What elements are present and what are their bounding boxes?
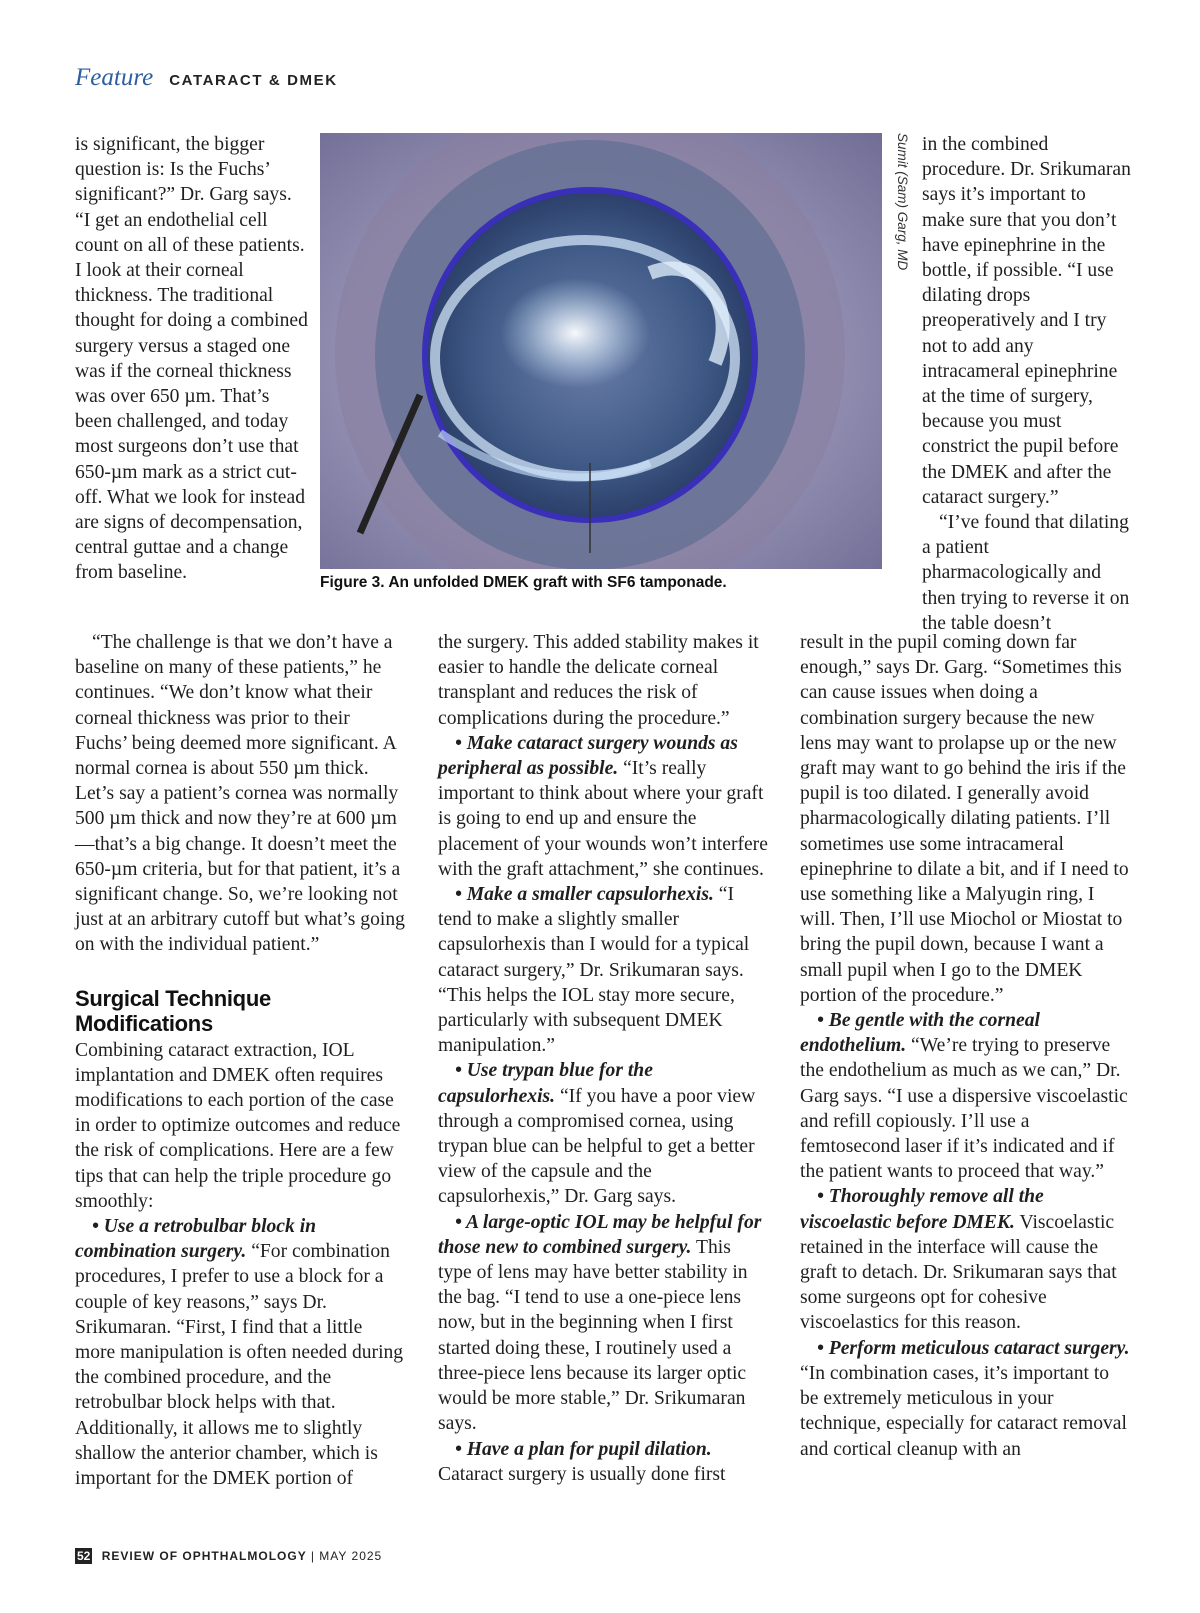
page-footer [75,1548,382,1564]
tip-paragraph [438,882,768,1058]
tip-lead: • Have a plan for pupil dilation. [455,1438,712,1460]
paragraph: Combining cataract extraction, IOL implantation and DMEK often requires modifications to each portion of the case in order to optimize outcomes and reduce the risk of complications. Here are a few tips that can help the triple procedure go smoothly: [75,1039,401,1212]
paragraph: result in the pupil coming down far enough,” says Dr. Garg. “Sometimes this can cause issues when doing a combination surgery because the new lens may want to prolapse up or the new graft may want to go behind the iris if the pupil is too dilated. I generally avoid pharmacologically dilating patients. I’ll sometimes use some intracameral epinephrine to dilate a bit, and if I need to use something like a Malyugin ring, I will. Then, I’ll use Miochol or Miostat to bring the pupil down, because I want a small pupil when I go to the DMEK portion of the procedure.” [800,632,1129,1006]
tip-paragraph [75,1214,405,1491]
figure-photo [320,133,882,569]
tip-paragraph [800,1336,1130,1462]
tip-text: “If you have a poor view through a compromised cornea, using trypan blue can be helpful to get a better view of the capsule and the capsulorhexis,” Dr. Garg says. [438,1085,756,1208]
tip-paragraph [800,1008,1130,1184]
tip-text: Cataract surgery is usually done first [438,1463,726,1485]
publication-name: REVIEW OF OPHTHALMOLOGY [101,1549,307,1563]
paragraph: the surgery. This added stability makes it easier to handle the delicate corneal transplant and reduces the risk of complications during the procedure.” [438,632,759,729]
tip-text: “We’re trying to preserve the endothelium as much as we can,” Dr. Garg says. “I use a dispersive viscoelastic and refill copiously. I’ll use a femtosecond laser if it’s indicated and if the patient wants to proceed that way.” [800,1035,1128,1183]
tip-lead: • Perform meticulous cataract surgery. [817,1337,1130,1359]
column-3 [800,630,1130,1462]
figure-caption: Figure 3. An unfolded DMEK graft with SF6 tamponade. [320,574,727,591]
column-2 [438,630,768,1487]
page-header [75,64,338,104]
tip-text: “For combination procedures, I prefer to use a block for a couple of key reasons,” says Dr. Srikumaran. “First, I find that a little more manipulation is often needed during the combined procedure, and the retrobulbar block helps with that. Additionally, it allows me to slightly shallow the anterior chamber, which is important for the DMEK portion of [75,1241,404,1490]
paragraph: in the combined procedure. Dr. Srikumaran says it’s important to make sure that you don’t have epinephrine in the bottle, if possible. “I use dilating drops preoperatively and I try not to add any intracameral epinephrine at the time of surgery, because you must constrict the pupil before the DMEK and after the cataract surgery.” [922,134,1131,508]
tip-lead: • Be gentle with the corneal endothelium. [800,1010,1040,1057]
tip-paragraph [438,1437,768,1487]
column-3-upper [922,132,1132,636]
tip-lead: • Make a smaller capsulorhexis. [455,884,714,906]
issue-date: MAY 2025 [319,1549,383,1563]
tip-lead: • Make cataract surgery wounds as peripheral as possible. [438,732,738,780]
paragraph: is significant, the bigger question is: Is the Fuchs’ significant?” Dr. Garg says. “I get an endothelial cell count on all of these patients. I look at their corneal thickness. The traditional thought for doing a combined surgery versus a staged one was if the corneal thickness was over 650 µm. That’s been challenged, and today most surgeons don’t use that 650-µm mark as a strict cut-off. What we look for instead are signs of decompensation, central guttae and a change from baseline. [75,134,308,584]
tip-text: “It’s really important to think about where your graft is going to end up and ensure the placement of your wounds won’t interfere with the graft attachment,” she continues. [438,758,768,880]
intro-paragraph [75,132,310,586]
tip-lead: • Use a retrobulbar block in combination surgery. [75,1216,317,1263]
section-label: CATARACT & DMEK [169,72,338,89]
section-heading: Surgical Technique Modifications [75,985,271,1036]
paragraph: “The challenge is that we don’t have a baseline on many of these patients,” he continues. “We don’t know what their corneal thickness was prior to their Fuchs’ being deemed more significant. A normal cornea is about 550 µm thick. Let’s say a patient’s cornea was normally 500 µm thick and now they’re at 600 µm—that’s a big change. It doesn’t meet the 650-µm criteria, but for that patient, it’s a significant change. So, we’re looking not just at an arbitrary cutoff but what’s going on with the individual patient.” [75,632,405,956]
tip-paragraph [438,731,768,882]
tip-lead: • A large-optic IOL may be helpful for those new to combined surgery. [438,1211,762,1258]
tip-paragraph [800,1184,1130,1335]
paragraph: “I’ve found that dilating a patient pharmacologically and then trying to reverse it on the table doesn’t [922,512,1130,634]
eye-surgery-image [320,133,882,569]
photo-credit [895,133,913,283]
column-1 [75,630,405,1491]
tip-text: This type of lens may have better stability in the bag. “I tend to use a one-piece lens now, but in the beginning when I first started doing these, I routinely used a three-piece lens because its larger optic would be more stable,” Dr. Srikumaran says. [438,1236,748,1435]
tip-lead: • Use trypan blue for the capsulorhexis. [438,1060,653,1107]
footer-separator: | [310,1549,315,1563]
credit-text: Sumit (Sam) Garg, MD [895,133,910,271]
tip-paragraph [438,1210,768,1437]
tip-text: Viscoelastic retained in the interface will cause the graft to detach. Dr. Srikumaran says that some surgeons opt for cohesive viscoelastics for this reason. [800,1211,1117,1334]
feature-label: Feature [75,64,154,91]
tip-text: “I tend to make a slightly smaller capsulorhexis than I would for a typical cataract surgery,” Dr. Srikumaran says. “This helps the IOL stay more secure, particularly with subsequent DMEK manipulation.” [438,884,750,1057]
tip-paragraph [438,1058,768,1209]
tip-lead: • Thoroughly remove all the viscoelastic before DMEK. [800,1186,1044,1233]
tip-text: “In combination cases, it’s important to be extremely meticulous in your technique, especially for cataract removal and cortical cleanup with an [800,1362,1127,1460]
page-number: 52 [77,1549,91,1563]
